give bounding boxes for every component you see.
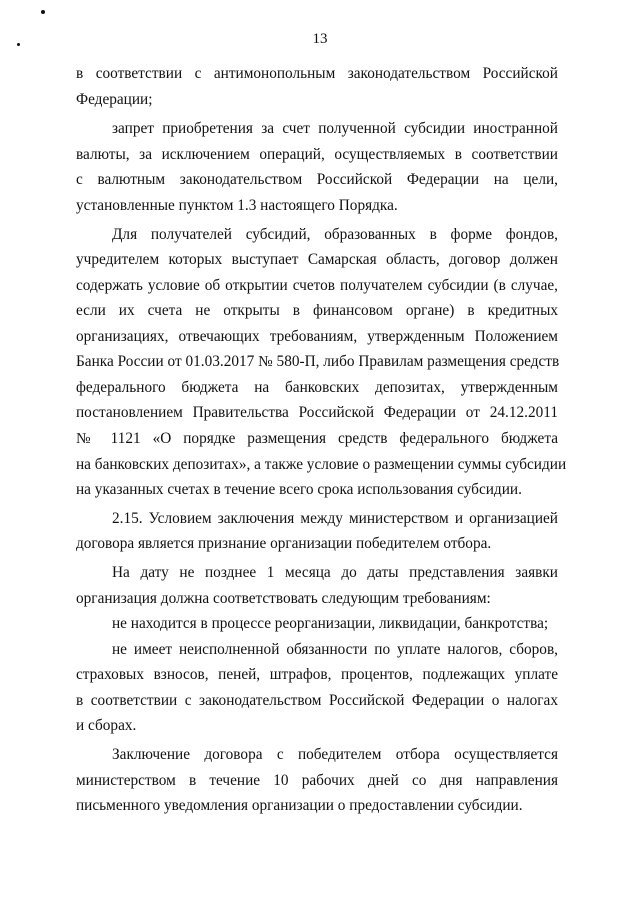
text-line: письменного уведомления организации о предоставлении субсидии. bbox=[76, 797, 523, 814]
text-line: валюты, за исключением операций, осуществляемых в соответствии bbox=[76, 146, 558, 163]
text-line: и сборах. bbox=[76, 717, 137, 734]
text-line: не имеет неисполненной обязанности по уплате налогов, сборов, bbox=[112, 641, 558, 658]
text-line: запрет приобретения за счет полученной субсидии иностранной bbox=[112, 120, 558, 137]
text-line: № 1121 «О порядке размещения средств федерального бюджета bbox=[76, 430, 558, 447]
text-line: установленные пунктом 1.3 настоящего Порядка. bbox=[76, 197, 398, 214]
text-line: страховых взносов, пеней, штрафов, процентов, подлежащих уплате bbox=[76, 666, 558, 683]
text-line: учредителем которых выступает Самарская область, договор должен bbox=[76, 251, 558, 268]
text-line: на указанных счетах в течение всего срока использования субсидии. bbox=[76, 481, 522, 498]
text-line: договора является признание организации победителем отбора. bbox=[76, 535, 492, 552]
scan-speck bbox=[41, 10, 45, 14]
text-line: в соответствии с законодательством Российской Федерации о налогах bbox=[76, 692, 558, 709]
text-line: Для получателей субсидий, образованных в форме фондов, bbox=[112, 226, 558, 243]
text-line: постановлением Правительства Российской Федерации от 24.12.2011 bbox=[76, 404, 558, 421]
text-line: если их счета не открыты в финансовом органе) в кредитных bbox=[76, 302, 558, 319]
text-line: На дату не позднее 1 месяца до даты представления заявки bbox=[112, 564, 558, 581]
text-line: не находится в процессе реорганизации, ликвидации, банкротства; bbox=[112, 615, 549, 632]
text-line: федерального бюджета на банковских депозитах, утвержденным bbox=[76, 379, 558, 396]
text-line: Заключение договора с победителем отбора осуществляется bbox=[112, 746, 558, 763]
text-line: Федерации; bbox=[76, 91, 153, 108]
text-line: 2.15. Условием заключения между министерством и организацией bbox=[112, 510, 558, 527]
text-line: на банковских депозитах», а также условие о размещении суммы субсидии bbox=[76, 456, 567, 473]
text-line: с валютным законодательством Российской Федерации на цели, bbox=[76, 171, 558, 188]
text-line: министерством в течение 10 рабочих дней со дня направления bbox=[76, 772, 558, 789]
text-line: Банка России от 01.03.2017 № 580-П, либо Правилам размещения средств bbox=[76, 353, 560, 370]
text-line: в соответствии с антимонопольным законодательством Российской bbox=[76, 65, 558, 82]
page-number: 13 bbox=[312, 31, 328, 47]
text-line: организация должна соответствовать следующим требованиям: bbox=[76, 590, 491, 607]
text-line: содержать условие об открытии счетов получателем субсидии (в случае, bbox=[76, 277, 558, 294]
text-line: организациях, отвечающих требованиям, утвержденным Положением bbox=[76, 328, 558, 345]
